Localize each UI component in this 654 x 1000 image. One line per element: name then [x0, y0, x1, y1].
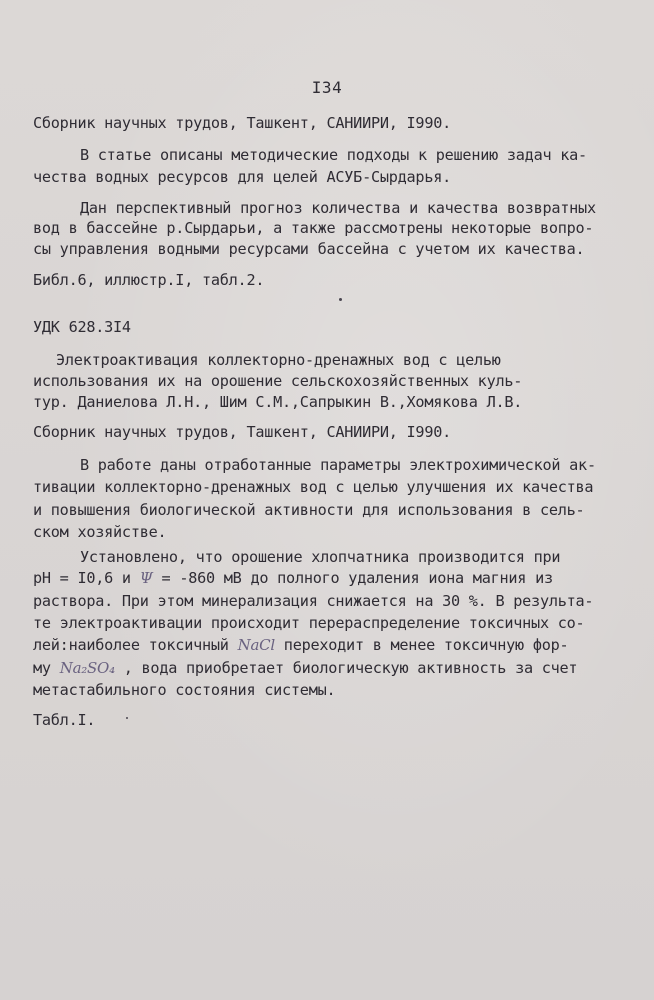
- entry2-udk: УДК 628.3I4: [33, 318, 131, 336]
- entry2-paragraph2-line: те электроактивации происходит перераспределение токсичных со-: [33, 614, 585, 632]
- text-segment: лей:наиболее токсичный: [33, 636, 238, 654]
- entry1-abstract-line: В статье описаны методические подходы к решению задач ка-: [80, 146, 587, 164]
- entry1-abstract-line: сы управления водными ресурсами бассейна с учетом их качества.: [33, 240, 585, 258]
- entry2-paragraph2-line: Установлено, что орошение хлопчатника производится при: [80, 548, 561, 566]
- entry2-paragraph2-line: [33, 569, 553, 587]
- entry2-paragraph2-line: [33, 659, 577, 677]
- entry2-table-note: Табл.I.: [33, 711, 96, 729]
- text-segment: му: [33, 659, 60, 677]
- text-segment: , вода приобретает биологическую активность за счет: [114, 659, 578, 677]
- entry2-title-line: тур. Даниелова Л.Н., Шим С.М.,Сапрыкин В.,Хомякова Л.В.: [33, 393, 523, 411]
- entry2-paragraph1-line: тивации коллекторно-дренажных вод с целью улучшения их качества: [33, 478, 594, 496]
- potential-text: = -860 мВ до полного удаления иона магния из: [152, 569, 553, 587]
- entry2-paragraph1-line: и повышения биологической активности для использования в сель-: [33, 501, 585, 519]
- handwritten-psi: Ψ: [139, 569, 153, 587]
- entry1-abstract-line: вод в бассейне р.Сырдарьи, а также рассмотрены некоторые вопро-: [33, 219, 594, 237]
- page-number: I34: [311, 78, 343, 97]
- entry1-abstract-line: чества водных ресурсов для целей АСУБ-Сырдарья.: [33, 168, 452, 186]
- entry2-paragraph2-line: раствора. При этом минерализация снижается на 30 %. В результа-: [33, 592, 594, 610]
- entry2-paragraph2-line: метастабильного состояния системы.: [33, 681, 336, 699]
- ink-dot: [339, 298, 342, 301]
- ink-dot: [126, 717, 128, 719]
- handwritten-na2so4: Na₂SO₄: [59, 659, 115, 677]
- entry2-title-line: Электроактивация коллекторно-дренажных вод с целью: [56, 351, 501, 369]
- ph-text: pH = I0,6 и: [33, 569, 140, 587]
- entry2-paragraph2-line: [33, 636, 568, 654]
- entry2-paragraph1-line: ском хозяйстве.: [33, 523, 167, 541]
- entry2-source: Сборник научных трудов, Ташкент, САНИИРИ, I990.: [33, 423, 452, 441]
- entry2-paragraph1-line: В работе даны отработанные параметры электрохимической ак-: [80, 456, 596, 474]
- text-segment: переходит в менее токсичную фор-: [274, 636, 569, 654]
- entry1-abstract-line: Дан перспективный прогноз количества и качества возвратных: [80, 199, 596, 217]
- entry1-source: Сборник научных трудов, Ташкент, САНИИРИ, I990.: [33, 114, 452, 132]
- entry2-title-line: использования их на орошение сельскохозяйственных куль-: [33, 372, 523, 390]
- entry1-biblio: Библ.6, иллюстр.I, табл.2.: [33, 271, 265, 289]
- handwritten-nacl: NaCl: [237, 636, 275, 654]
